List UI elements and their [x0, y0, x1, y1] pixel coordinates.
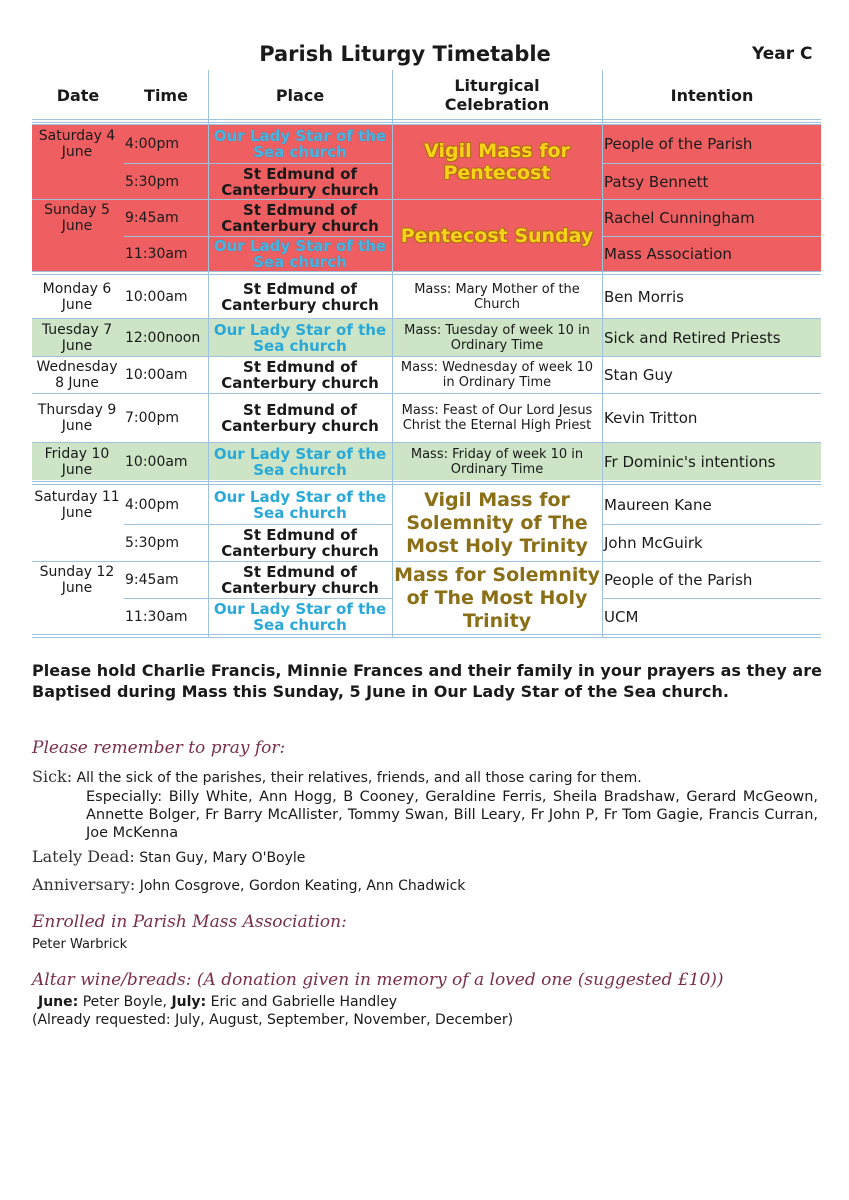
- lately-dead-line: [32, 848, 822, 867]
- pentecost-sunday-cell: Pentecost Sunday: [400, 224, 594, 247]
- place-cell: St Edmund of Canterbury church: [221, 280, 379, 314]
- place-cell: Our Lady Star of the Sea church: [213, 444, 387, 479]
- liturgy-cell: Mass: Mary Mother of the Church: [414, 282, 580, 312]
- place-cell: St Edmund of Canterbury church: [221, 164, 379, 199]
- place-cell: St Edmund of Canterbury church: [221, 563, 379, 597]
- time-cell: 11:30am: [125, 608, 188, 625]
- date-cell: Tuesday 7 June: [41, 321, 113, 354]
- intention-cell: John McGuirk: [604, 534, 703, 552]
- intention-cell: Patsy Bennett: [604, 172, 709, 191]
- header-date: Date: [56, 85, 100, 105]
- intention-cell: Stan Guy: [604, 366, 673, 384]
- july-text: Eric and Gabrielle Handley: [210, 994, 398, 1010]
- place-cell: Our Lady Star of the Sea church: [213, 237, 387, 271]
- time-cell: 4:00pm: [125, 497, 179, 513]
- sick-line: [32, 768, 822, 787]
- intention-cell: People of the Parish: [604, 135, 753, 153]
- place-cell: Our Lady Star of the Sea church: [213, 488, 387, 522]
- june-text: Peter Boyle,: [82, 994, 167, 1010]
- date-cell: Sunday 5 June: [44, 202, 110, 234]
- liturgy-cell: Mass: Wednesday of week 10 in Ordinary Time: [400, 360, 594, 390]
- place-cell: St Edmund of Canterbury church: [221, 401, 379, 435]
- date-cell: Monday 6 June: [42, 281, 112, 313]
- place-cell: Our Lady Star of the Sea church: [213, 127, 387, 161]
- divider: [32, 119, 821, 123]
- time-cell: 11:30am: [125, 246, 188, 262]
- time-cell: 9:45am: [125, 210, 179, 226]
- place-cell: Our Lady Star of the Sea church: [213, 320, 387, 355]
- place-cell: Our Lady Star of the Sea church: [213, 599, 387, 634]
- intention-cell: Mass Association: [604, 245, 732, 263]
- intention-cell: UCM: [604, 607, 639, 626]
- july-label: July:: [171, 994, 207, 1010]
- time-cell: 5:30pm: [125, 173, 179, 190]
- liturgy-cell: Mass: Tuesday of week 10 in Ordinary Time: [404, 322, 590, 353]
- sick-text: All the sick of the parishes, their relatives, friends, and all those caring for them.: [76, 770, 642, 786]
- place-cell: St Edmund of Canterbury church: [221, 358, 379, 392]
- time-cell: 10:00am: [125, 367, 188, 383]
- lately-dead-label: Lately Dead:: [32, 847, 135, 866]
- especially-text: Especially: Billy White, Ann Hogg, B Cooney, Geraldine Ferris, Sheila Bradshaw, Gerard McGeown, Annette Bolger, Fr Barry McAllister, Tommy Swan, Bill Leary, Fr John P, Fr Tom Gagie, Francis Curran, Joe McKenna: [86, 789, 818, 841]
- enrolled-heading: Enrolled in Parish Mass Association:: [32, 912, 347, 932]
- intention-cell: Fr Dominic's intentions: [604, 452, 776, 471]
- liturgy-cell: Mass: Feast of Our Lord Jesus Christ the Eternal High Priest: [401, 403, 593, 433]
- mass-trinity-cell: Mass for Solemnity of The Most Holy Trinity: [394, 563, 600, 632]
- date-cell: Sunday 12 June: [39, 564, 115, 596]
- place-cell: St Edmund of Canterbury church: [221, 201, 379, 235]
- date-cell: Wednesday 8 June: [36, 359, 118, 391]
- date-cell: Friday 10 June: [44, 445, 110, 478]
- divider: [32, 271, 821, 275]
- date-cell: Saturday 11 June: [34, 489, 120, 521]
- divider: [32, 481, 821, 485]
- header-place: Place: [275, 85, 325, 105]
- prayers-heading: Please remember to pray for:: [32, 738, 286, 758]
- place-cell: St Edmund of Canterbury church: [221, 526, 379, 560]
- time-cell: 4:00pm: [125, 136, 179, 152]
- page-title: Parish Liturgy Timetable: [259, 42, 551, 66]
- lately-dead-text: Stan Guy, Mary O'Boyle: [139, 850, 306, 866]
- header-intention: Intention: [670, 85, 754, 105]
- header-liturgy: Liturgical Celebration: [444, 76, 550, 114]
- anniversary-line: [32, 876, 822, 895]
- vigil-pentecost-cell: Vigil Mass for Pentecost: [424, 140, 570, 184]
- already-requested: (Already requested: July, August, September, November, December): [32, 1012, 514, 1028]
- time-cell: 5:30pm: [125, 535, 179, 551]
- vigil-trinity-cell: Vigil Mass for Solemnity of The Most Holy Trinity: [406, 489, 588, 557]
- divider: [32, 634, 821, 638]
- intention-cell: Rachel Cunningham: [604, 209, 755, 227]
- time-cell: 9:45am: [125, 572, 179, 588]
- intention-cell: Ben Morris: [604, 288, 684, 306]
- june-label: June:: [38, 994, 79, 1010]
- date-cell: Saturday 4 June: [38, 128, 116, 160]
- time-cell: 12:00noon: [125, 329, 201, 346]
- anniversary-text: John Cosgrove, Gordon Keating, Ann Chadwick: [139, 878, 466, 894]
- header-time: Time: [144, 85, 188, 105]
- date-cell: Thursday 9 June: [37, 402, 117, 434]
- baptism-notice: Please hold Charlie Francis, Minnie Frances and their family in your prayers as they are Baptised during Mass this Sunday, 5 June in Our Lady Star of the Sea church.: [32, 661, 822, 701]
- altar-heading: Altar wine/breads: (A donation given in memory of a loved one (suggested £10)): [32, 970, 724, 990]
- intention-cell: Sick and Retired Priests: [604, 328, 781, 347]
- intention-cell: Maureen Kane: [604, 496, 712, 514]
- liturgy-cell: Mass: Friday of week 10 in Ordinary Time: [410, 446, 584, 477]
- time-cell: 7:00pm: [125, 410, 179, 426]
- year-label: Year C: [752, 44, 813, 64]
- sick-label: Sick:: [32, 767, 73, 786]
- time-cell: 10:00am: [125, 289, 188, 305]
- enrolled-name: Peter Warbrick: [32, 937, 128, 952]
- intention-cell: People of the Parish: [604, 571, 753, 589]
- intention-cell: Kevin Tritton: [604, 409, 698, 427]
- time-cell: 10:00am: [125, 453, 188, 470]
- altar-months-line: [38, 993, 397, 1011]
- anniversary-label: Anniversary:: [32, 875, 136, 894]
